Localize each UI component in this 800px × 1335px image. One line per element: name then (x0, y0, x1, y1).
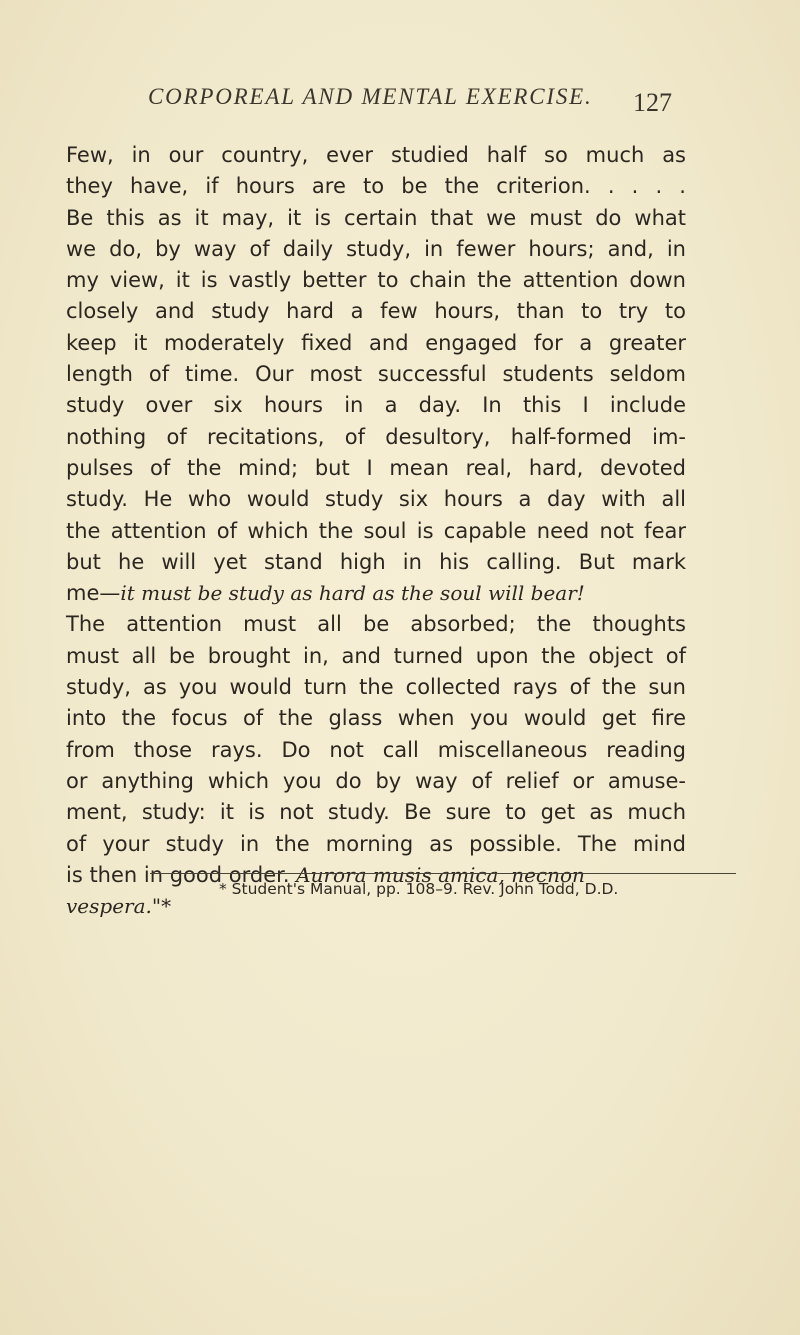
text-line: or anything which you do by way of relief or amuse- (66, 768, 686, 793)
footnote-divider (150, 873, 736, 874)
running-head: CORPOREAL AND MENTAL EXERCISE. (148, 84, 593, 109)
emphasis-line (66, 578, 686, 609)
text-line: they have, if hours are to be the criterion. . . . . (66, 174, 686, 199)
emphasis-lead: me— (66, 581, 121, 606)
text-line: closely and study hard a few hours, than to try to (66, 299, 686, 324)
latin-quote: Aurora musis amica, necnon (296, 862, 585, 887)
text-line: into the focus of the glass when you would get fire (66, 706, 686, 731)
page-header (0, 84, 800, 124)
text-line: length of time. Our most successful students seldom (66, 362, 686, 387)
text-line: keep it moderately fixed and engaged for a greater (66, 330, 686, 355)
text-line: study. He who would study six hours a day with all (66, 487, 686, 512)
text-line: the attention of which the soul is capable need not fear (66, 518, 686, 543)
text-line: but he will yet stand high in his calling. But mark (66, 549, 686, 574)
text-line: of your study in the morning as possible. The mind (66, 831, 686, 856)
italic-emphasis: it must be study as hard as the soul will bear! (120, 581, 585, 606)
text-line: pulses of the mind; but I mean real, hard, devoted (66, 455, 686, 480)
text-line: we do, by way of daily study, in fewer hours; and, in (66, 236, 686, 261)
text-line: study, as you would turn the collected rays of the sun (66, 675, 686, 700)
text-line: nothing of recitations, of desultory, half-formed im- (66, 424, 686, 449)
text-line: from those rays. Do not call miscellaneous reading (66, 737, 686, 762)
latin-quote-end: vespera. (66, 894, 152, 919)
text-line: ment, study: it is not study. Be sure to get as much (66, 800, 686, 825)
footnote: * Student's Manual, pp. 108–9. Rev. John Todd, D.D. (219, 880, 619, 898)
footnote-marker: "* (151, 894, 172, 919)
text-line: The attention must all be absorbed; the thoughts (66, 612, 686, 637)
page-number: 127 (633, 88, 672, 117)
latin-quote-lead: is then in good order. (66, 862, 297, 887)
text-line: study over six hours in a day. In this I include (66, 393, 686, 418)
body-text (66, 140, 686, 922)
text-line: Be this as it may, it is certain that we must do what (66, 205, 686, 230)
text-line: my view, it is vastly better to chain the attention down (66, 268, 686, 293)
text-line: Few, in our country, ever studied half so much as (66, 143, 686, 167)
text-line: must all be brought in, and turned upon the object of (66, 643, 686, 668)
